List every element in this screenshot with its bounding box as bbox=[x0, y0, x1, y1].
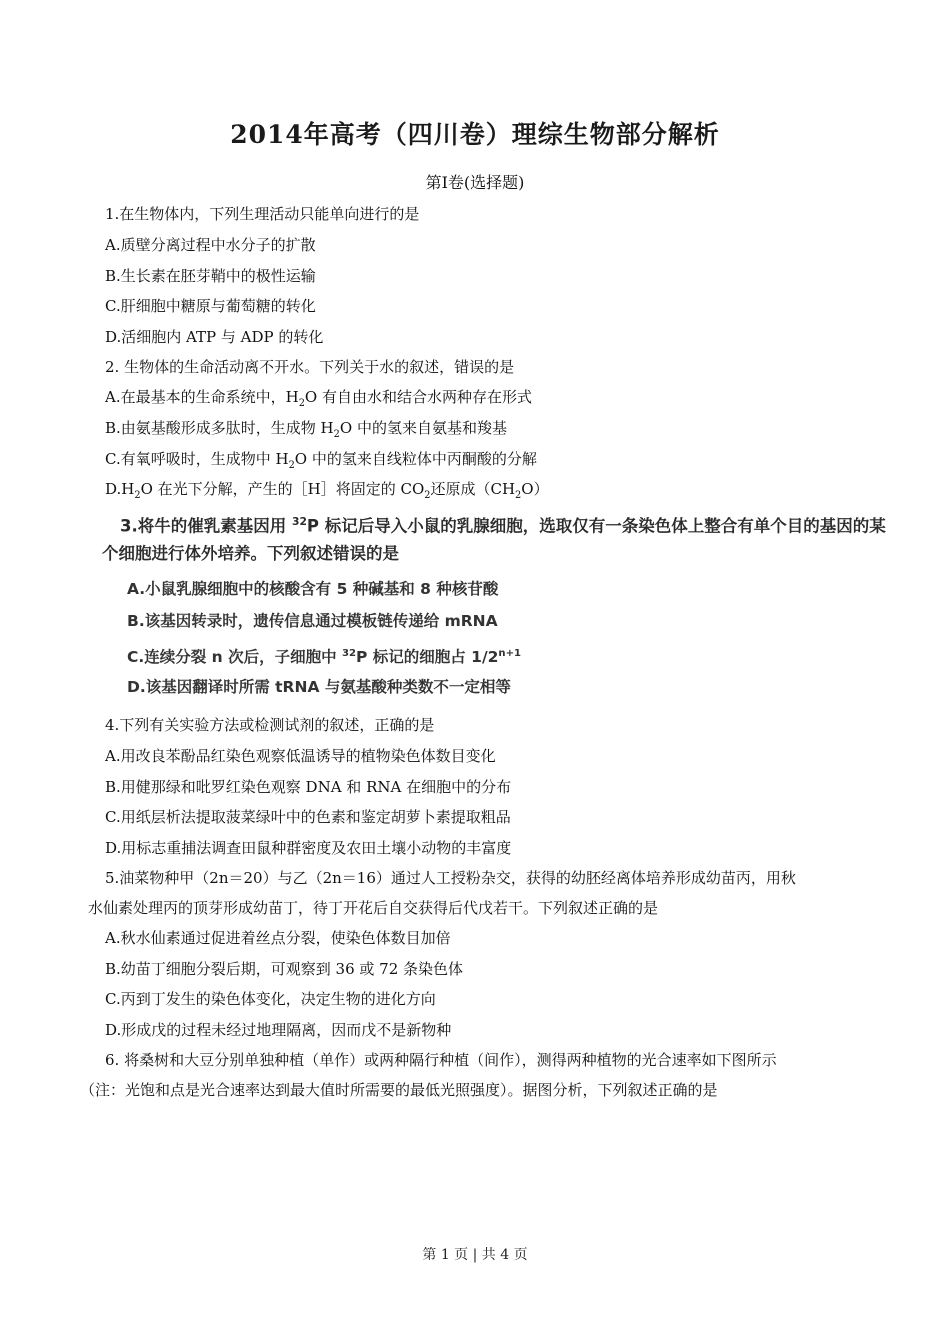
q1-stem: 1.在生物体内，下列生理活动只能单向进行的是 bbox=[105, 205, 420, 223]
q3-stem-line1: 3.将牛的催乳素基因用 $^{32}$P 标记后导入小鼠的乳腺细胞，选取仅有一条染色体上整合有单个目的基因的某 bbox=[120, 515, 886, 536]
page-footer: 第 1 页 | 共 4 页 bbox=[422, 1247, 528, 1263]
page-title: 2014年高考（四川卷）理综生物部分解析 bbox=[230, 120, 720, 149]
section-heading: 第I卷(选择题) bbox=[425, 173, 525, 192]
q6-stem-line1: 6. 将桑树和大豆分别单独种植（单作）或两种隔行种植（间作），测得两种植物的光合速率如下图所示 bbox=[105, 1051, 777, 1069]
q2-stem: 2. 生物体的生命活动离不开水。下列关于水的叙述，错误的是 bbox=[105, 358, 515, 376]
q5-option-a: A.秋水仙素通过促进着丝点分裂，使染色体数目加倍 bbox=[105, 929, 451, 947]
q3-option-d: D.该基因翻译时所需 tRNA 与氨基酸种类数不一定相等 bbox=[127, 678, 511, 696]
q3-option-b: B.该基因转录时，遗传信息通过模板链传递给 mRNA bbox=[127, 612, 498, 630]
q1-option-b: B.生长素在胚芽鞘中的极性运输 bbox=[105, 267, 316, 285]
q5-option-d: D.形成戊的过程未经过地理隔离，因而戊不是新物种 bbox=[105, 1021, 452, 1039]
q4-option-c: C.用纸层析法提取菠菜绿叶中的色素和鉴定胡萝卜素提取粗品 bbox=[105, 808, 511, 826]
q4-option-b: B.用健那绿和吡罗红染色观察 DNA 和 RNA 在细胞中的分布 bbox=[105, 778, 512, 796]
q3-stem-line2: 个细胞进行体外培养。下列叙述错误的是 bbox=[102, 544, 399, 563]
q4-option-d: D.用标志重捕法调查田鼠种群密度及农田土壤小动物的丰富度 bbox=[105, 839, 512, 857]
q3-option-a: A.小鼠乳腺细胞中的核酸含有 5 种碱基和 8 种核苷酸 bbox=[127, 580, 499, 598]
q2-option-d: $D.H_2O$ 在光下分解，产生的［H］将固定的 $CO_2$还原成$(CH_2O)$ bbox=[105, 480, 549, 501]
q5-stem-line1: 5.油菜物种甲（2n＝20）与乙（2n＝16）通过人工授粉杂交，获得的幼胚经离体培养形成幼苗丙，用秋 bbox=[105, 869, 796, 887]
q4-option-a: A.用改良苯酚品红染色观察低温诱导的植物染色体数目变化 bbox=[105, 747, 496, 765]
q1-option-a: A.质壁分离过程中水分子的扩散 bbox=[105, 236, 316, 254]
q5-option-c: C.丙到丁发生的染色体变化，决定生物的进化方向 bbox=[105, 990, 436, 1008]
q2-option-a: A.在最基本的生命系统中，$H_2O$ 有自由水和结合水两种存在形式 bbox=[105, 388, 532, 409]
q5-option-b: B.幼苗丁细胞分裂后期，可观察到 36 或 72 条染色体 bbox=[105, 960, 464, 978]
q1-option-c: C.肝细胞中糖原与葡萄糖的转化 bbox=[105, 297, 316, 315]
q2-option-c: C.有氧呼吸时，生成物中 $H_2O$ 中的氢来自线粒体中丙酮酸的分解 bbox=[105, 450, 537, 471]
q3-option-c: C.连续分裂 n 次后，子细胞中 $^{32}$P 标记的细胞占 $1/2^{n+1}$ bbox=[127, 648, 522, 667]
q5-stem-line2: 水仙素处理丙的顶芽形成幼苗丁，待丁开花后自交获得后代戊若干。下列叙述正确的是 bbox=[88, 899, 659, 917]
q1-option-d: D.活细胞内 ATP 与 ADP 的转化 bbox=[105, 328, 324, 346]
q4-stem: 4.下列有关实验方法或检测试剂的叙述，正确的是 bbox=[105, 716, 435, 734]
q6-stem-line2: （注：光饱和点是光合速率达到最大值时所需要的最低光照强度）。据图分析，下列叙述正确的是 bbox=[80, 1081, 718, 1099]
q2-option-b: B.由氨基酸形成多肽时，生成物 $H_2O$ 中的氢来自氨基和羧基 bbox=[105, 419, 507, 440]
